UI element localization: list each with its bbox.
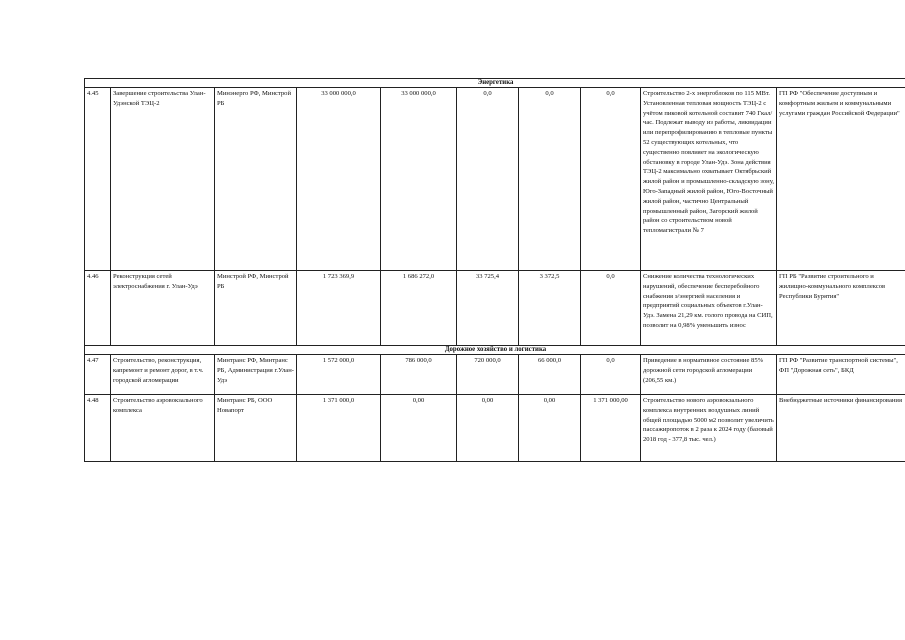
table-row <box>85 88 905 271</box>
section-header-row <box>85 79 905 88</box>
funding-program: Внебюджетные источники финансирования <box>777 395 905 462</box>
section-header-row <box>85 346 905 355</box>
federal-budget-amount: 0,00 <box>381 395 457 462</box>
responsible-executors: Минтранс РБ, ООО Новапорт <box>215 395 297 462</box>
responsible-executors: Минэнерго РФ, Минстрой РБ <box>215 88 297 271</box>
extrabudgetary-amount: 0,0 <box>581 88 641 271</box>
section-title-roads: Дорожное хозяйство и логистика <box>85 346 905 355</box>
federal-budget-amount: 1 686 272,0 <box>381 271 457 346</box>
expected-effect: Строительство 2-х энергоблоков по 115 МВт. Установленная тепловая мощность ТЭЦ-2 с учётом пиковой котельной составит 740 Гкал/час. Подлежат выводу из работы, ликвидации или перепрофилированию в тепловые пункты 52 существующих котельных, что существенно повлияет на экологическую обстановку в городе Улан-Удэ. Зона действия ТЭЦ-2 максимально охватывает Октябрьский жилой район и промышленно-складскую зону, Юго-Западный жилой район, Юго-Восточный жилой район, частично Центральный промышленный район, Загорский жилой район со строительством новой тепломагистрали № 7 <box>641 88 777 271</box>
funding-program: ГП РФ "Развитие транспортной системы", ФП "Дорожная сеть", БКД <box>777 355 905 395</box>
project-name: Завершение строительства Улан-Удэнской ТЭЦ-2 <box>111 88 215 271</box>
table-row <box>85 271 905 346</box>
section-title-energy: Энергетика <box>85 79 905 88</box>
regional-budget-amount: 0,00 <box>457 395 519 462</box>
program-table-sheet <box>84 78 905 462</box>
project-name: Строительство аэровокзального комплекса <box>111 395 215 462</box>
responsible-executors: Минтранс РФ, Минтранс РБ, Администрация г.Улан-Удэ <box>215 355 297 395</box>
row-number: 4.45 <box>85 88 111 271</box>
expected-effect: Приведение в нормативное состояние 85% дорожной сети городской агломерации (206,55 км.) <box>641 355 777 395</box>
table-row <box>85 355 905 395</box>
investment-projects-table <box>84 78 905 462</box>
funding-program: ГП РФ "Обеспечение доступным и комфортным жильем и коммунальными услугами граждан Российской Федерации" <box>777 88 905 271</box>
federal-budget-amount: 786 000,0 <box>381 355 457 395</box>
local-budget-amount: 66 000,0 <box>519 355 581 395</box>
total-amount: 1 371 000,0 <box>297 395 381 462</box>
regional-budget-amount: 33 725,4 <box>457 271 519 346</box>
expected-effect: Строительство нового аэровокзального комплекса внутренних воздушных линий общей площадью 5000 м2 позволит увеличить пассажиропоток в 2 раза к 2024 году (базовый 2018 год - 377,8 тыс. чел.) <box>641 395 777 462</box>
project-name: Реконструкция сетей электроснабжения г. Улан-Удэ <box>111 271 215 346</box>
federal-budget-amount: 33 000 000,0 <box>381 88 457 271</box>
extrabudgetary-amount: 0,0 <box>581 355 641 395</box>
row-number: 4.48 <box>85 395 111 462</box>
total-amount: 1 723 369,9 <box>297 271 381 346</box>
funding-program: ГП РБ "Развитие строительного и жилищно-коммунального комплексов Республики Бурятия" <box>777 271 905 346</box>
extrabudgetary-amount: 1 371 000,00 <box>581 395 641 462</box>
local-budget-amount: 0,00 <box>519 395 581 462</box>
extrabudgetary-amount: 0,0 <box>581 271 641 346</box>
total-amount: 1 572 000,0 <box>297 355 381 395</box>
responsible-executors: Минстрой РФ, Минстрой РБ <box>215 271 297 346</box>
local-budget-amount: 3 372,5 <box>519 271 581 346</box>
local-budget-amount: 0,0 <box>519 88 581 271</box>
regional-budget-amount: 0,0 <box>457 88 519 271</box>
total-amount: 33 000 000,0 <box>297 88 381 271</box>
project-name: Строительство, реконструкция, капремонт и ремонт дорог, в т.ч. городской агломерации <box>111 355 215 395</box>
row-number: 4.47 <box>85 355 111 395</box>
row-number: 4.46 <box>85 271 111 346</box>
expected-effect: Снижение количества технологических нарушений, обеспечение бесперебойного снабжения э/энергией населения и предприятий социальных объектов г.Улан-Удэ. Замена 21,29 км. голого провода на СИП, позволит на 0,98% уменьшить износ <box>641 271 777 346</box>
table-row <box>85 395 905 462</box>
regional-budget-amount: 720 000,0 <box>457 355 519 395</box>
